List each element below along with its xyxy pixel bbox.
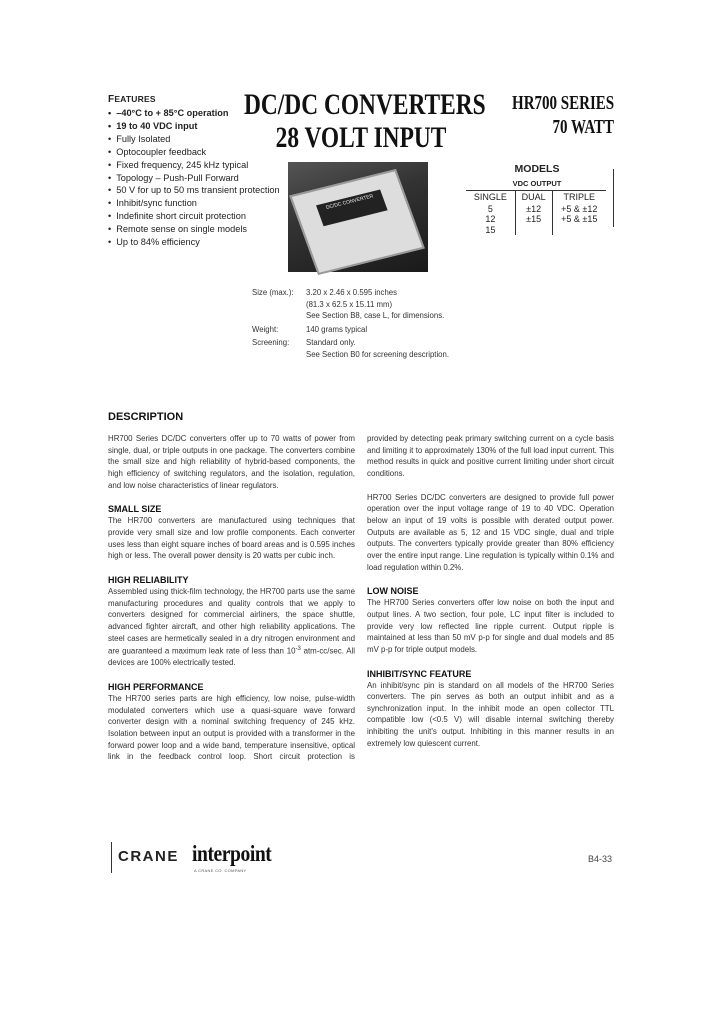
feature-item: • Indefinite short circuit protection — [108, 210, 308, 223]
title-line-2: 28 VOLT INPUT — [275, 121, 447, 154]
feature-item: • 19 to 40 VDC input — [108, 120, 308, 133]
intro-paragraph: HR700 Series DC/DC converters offer up to 70 watts of power from single, dual, or triple outputs in one package. The converters combine the small size and high reliability of hybrid-based components, the high efficiency of switching regulators, and the isolation, regulation, and low noise characteristics of linear regulators. — [108, 434, 355, 490]
reliability-paragraph: Assembled using thick-film technology, the HR700 parts use the same manufacturing procedures and quality controls that we apply to converters designed for commercial airliners, the space shuttle, advanced fighter aircraft, and other high reliability applications. The steel cases are hermetically sealed in a dry nitrogen environment and are guaranteed a maximum leak rate of less than $10^{-3}$ atm-cc/sec. All devices are 100% electrically tested. — [108, 586, 355, 668]
feature-item: • Fixed frequency, 245 kHz typical — [108, 159, 308, 172]
dual-values: ±12 ±15 — [515, 203, 552, 236]
description-heading: DESCRIPTION — [108, 411, 184, 423]
converter-case — [289, 169, 425, 275]
reliability-heading: HIGH RELIABILITY — [108, 574, 189, 585]
product-photo — [288, 162, 428, 272]
right-column — [367, 433, 614, 761]
feature-item: • –40°C to + 85°C operation — [108, 107, 308, 120]
triple-values: +5 & ±12 +5 & ±15 — [552, 203, 606, 236]
features-heading: FEATURES — [108, 94, 156, 105]
footer-divider — [111, 842, 112, 873]
models-heading: MODELS — [514, 163, 560, 175]
title-line-1: DC/DC CONVERTERS — [244, 88, 486, 121]
page-number: B4-33 — [588, 854, 613, 864]
series-name: HR700 SERIES — [511, 92, 614, 114]
feature-item: • Fully Isolated — [108, 133, 308, 146]
small-size-heading: SMALL SIZE — [108, 504, 162, 515]
performance-paragraph: The HR700 series parts are high efficiency, low noise, pulse-width modulated converters which use a quasi-square wave forward converter design with a nominal switching frequency of 245 kHz. Isolation between input an output is provided with a transformer in the forward power loop and a wide band, temperature insensitive, optical link in the feedback control loop. Short circuit protection is — [108, 694, 355, 762]
models-table — [466, 163, 614, 235]
single-values: 5 12 15 — [485, 203, 496, 235]
feature-item: • 50 V for up to 50 ms transient protection — [108, 184, 308, 197]
feature-item: • Topology – Push-Pull Forward — [108, 172, 308, 185]
performance-continued: provided by detecting peak primary switching current on a cycle basis and limiting it to approximately 130% of the full load input current. This method results in quick and positive current limiting under short circuit conditions. — [367, 434, 614, 478]
left-column — [108, 433, 355, 775]
operation-paragraph: HR700 Series DC/DC converters are designed to provide full power operation over the input voltage range of 19 to 40 VDC. Operation below an input of 19 volts is possible with derated output power. Outputs are available as 5, 12 and 15 VDC single, dual and triple outputs. The converters typically provide greater than 80% efficiency over the entire input range. Line regulation is typically within 0.1% and load regulation within 0.2%. — [367, 492, 614, 572]
col-triple: TRIPLE — [552, 191, 606, 203]
performance-heading: HIGH PERFORMANCE — [108, 682, 204, 693]
low-noise-heading: LOW NOISE — [367, 586, 419, 597]
interpoint-logo: interpoint — [192, 841, 272, 866]
inhibit-heading: INHIBIT/SYNC FEATURE — [367, 668, 472, 679]
feature-item: • Optocoupler feedback — [108, 146, 308, 159]
crane-logo: CRANE — [118, 848, 179, 865]
series-wattage: 70 WATT — [552, 116, 614, 138]
col-dual: DUAL — [515, 191, 552, 203]
inhibit-paragraph: An inhibit/sync pin is standard on all models of the HR700 Series converters. The pin serves as both an output inhibit and as a synchronization input. In the inhibit mode an open collector TTL compatible low (<0.5 V) will disable internal switching thereby inhibiting the unit's output. Inhibiting in this manner results in an extremely low quiescent current. — [367, 680, 614, 748]
specifications: Size (max.): 3.20 x 2.46 x 0.595 inches (81.3 x 62.5 x 15.11 mm) See Section B8, case L, for dimensions. Weight: 140 grams typical Screening: Standard only. See Section B0 for screening description. — [252, 288, 450, 359]
vdc-output-heading: VDC OUTPUT — [512, 179, 562, 188]
feature-item: • Remote sense on single models — [108, 223, 308, 236]
feature-item: • Up to 84% efficiency — [108, 236, 308, 249]
small-size-paragraph: The HR700 converters are manufactured using techniques that provide very small size and low profile components. Each converter uses less than eight square inches of board areas and is 0.595 inches high or less. The overall power density is 20 watts per cubic inch. — [108, 516, 355, 561]
feature-item: • Inhibit/sync function — [108, 197, 308, 210]
low-noise-paragraph: The HR700 Series converters offer low noise on both the input and output lines. A two section, four pole, LC input filter is included to provide very low reflected line ripple current. Output ripple is maintained at less than 50 mV p-p for single and dual models and 85 mV p-p for triple output models. — [367, 598, 614, 654]
case-label: DC/DC CONVERTER — [316, 189, 388, 226]
logo-tagline: A CRANE CO. COMPANY — [194, 868, 247, 873]
col-single: SINGLE — [473, 192, 507, 202]
